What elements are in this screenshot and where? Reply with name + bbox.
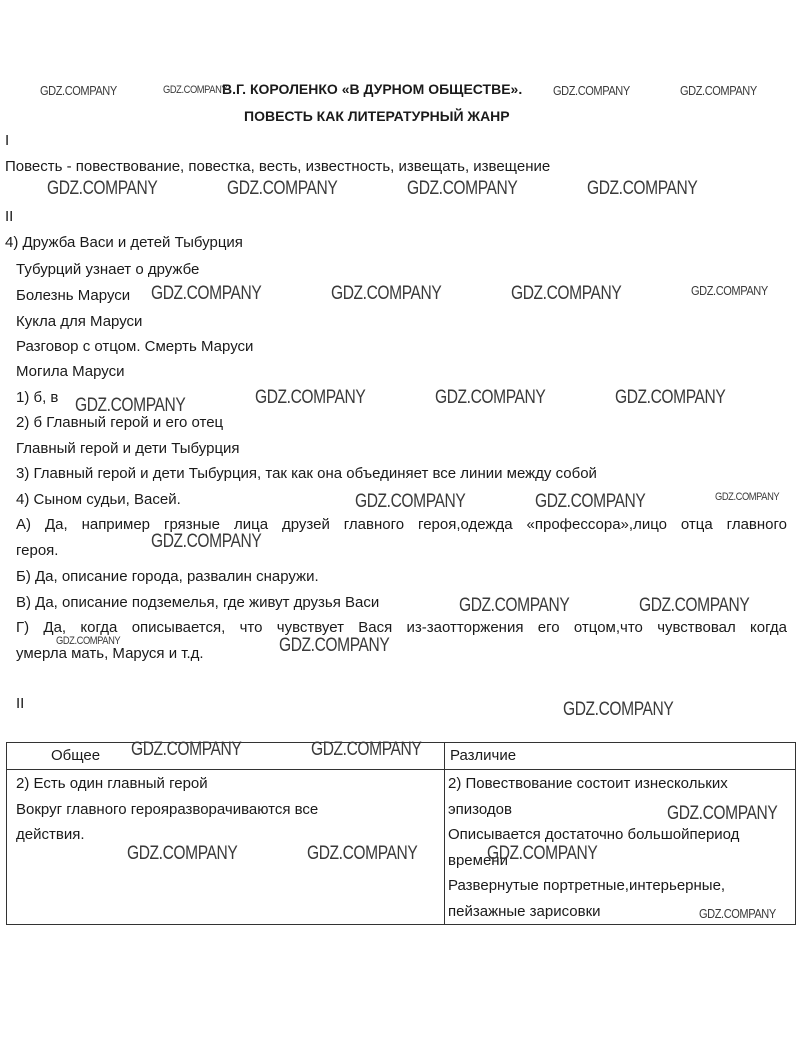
- title-line-1: В.Г. КОРОЛЕНКО «В ДУРНОМ ОБЩЕСТВЕ».: [222, 81, 523, 97]
- watermark: GDZ.COMPANY: [75, 395, 186, 416]
- watermark: GDZ.COMPANY: [331, 283, 442, 304]
- answer-line: 4) Сыном судьи, Васей.: [16, 491, 181, 508]
- section-2-numeral: II: [5, 208, 14, 225]
- watermark: GDZ.COMPANY: [691, 283, 768, 298]
- answer-line: умерла мать, Маруся и т.д.: [16, 645, 204, 662]
- table-header-difference: Различие: [445, 743, 796, 770]
- difference-line: пейзажные зарисовки: [448, 902, 601, 920]
- watermark: GDZ.COMPANY: [511, 283, 622, 304]
- answer-line: 3) Главный герой и дети Тыбурция, так как она объединяет все линии между собой: [16, 465, 597, 482]
- watermark: GDZ.COMPANY: [255, 387, 366, 408]
- watermark: GDZ.COMPANY: [151, 283, 262, 304]
- section-1-definition: Повесть - повествование, повестка, весть, известность, извещать, извещение: [5, 158, 551, 175]
- watermark: GDZ.COMPANY: [563, 699, 674, 720]
- difference-line: Развернутые портретные,интерьерные,: [448, 877, 726, 894]
- answer-line: 1) б, в: [16, 389, 59, 406]
- watermark: GDZ.COMPANY: [715, 491, 780, 503]
- section-1-numeral: I: [5, 132, 10, 149]
- watermark: GDZ.COMPANY: [487, 843, 598, 864]
- common-line: действия.: [16, 826, 85, 843]
- watermark: GDZ.COMPANY: [47, 178, 158, 199]
- answer-line: А) Да, например грязные лица друзей главного героя,одежда «профессора»,лицо отца главного: [16, 516, 787, 533]
- difference-line: Описывается достаточно большойпериод: [448, 826, 740, 843]
- common-line: Вокруг главного герояразворачиваются все: [16, 800, 319, 818]
- watermark: GDZ.COMPANY: [131, 739, 242, 760]
- watermark: GDZ.COMPANY: [699, 906, 776, 921]
- plan-item: Могила Маруси: [16, 363, 125, 380]
- watermark: GDZ.COMPANY: [311, 739, 422, 760]
- watermark: GDZ.COMPANY: [459, 595, 570, 616]
- difference-line: эпизодов: [448, 800, 512, 818]
- plan-item: Кукла для Маруси: [16, 313, 143, 330]
- answer-line: Г) Да, когда описывается, что чувствует Вася из-заотторжения его отцом,что чувствовал когда: [16, 619, 787, 636]
- watermark: GDZ.COMPANY: [407, 178, 518, 199]
- watermark: GDZ.COMPANY: [680, 83, 757, 98]
- watermark: GDZ.COMPANY: [40, 83, 117, 98]
- watermark: GDZ.COMPANY: [307, 843, 418, 864]
- watermark: GDZ.COMPANY: [639, 595, 750, 616]
- watermark: GDZ.COMPANY: [127, 843, 238, 864]
- difference-line: времени: [448, 851, 508, 869]
- plan-item: 4) Дружба Васи и детей Тыбурция: [5, 234, 243, 251]
- watermark: GDZ.COMPANY: [535, 491, 646, 512]
- watermark: GDZ.COMPANY: [227, 178, 338, 199]
- plan-item: Болезнь Маруси: [16, 287, 131, 304]
- watermark: GDZ.COMPANY: [587, 178, 698, 199]
- watermark: GDZ.COMPANY: [667, 803, 778, 824]
- answer-line: 2) б Главный герой и его отец: [16, 414, 224, 431]
- section-3-numeral: II: [16, 695, 25, 712]
- watermark: GDZ.COMPANY: [355, 491, 466, 512]
- title-line-2: ПОВЕСТЬ КАК ЛИТЕРАТУРНЫЙ ЖАНР: [244, 108, 510, 124]
- answer-line: героя.: [16, 542, 59, 559]
- comparison-table: [6, 742, 796, 925]
- watermark: GDZ.COMPANY: [151, 531, 262, 552]
- watermark: GDZ.COMPANY: [279, 635, 390, 656]
- table-header-common: Общее: [7, 743, 445, 770]
- answer-line: В) Да, описание подземелья, где живут друзья Васи: [16, 594, 380, 611]
- watermark: GDZ.COMPANY: [553, 83, 630, 98]
- watermark: GDZ.COMPANY: [615, 387, 726, 408]
- answer-line: Главный герой и дети Тыбурция: [16, 440, 240, 457]
- watermark: GDZ.COMPANY: [56, 635, 121, 647]
- watermark: GDZ.COMPANY: [435, 387, 546, 408]
- plan-item: Тубурций узнает о дружбе: [16, 261, 200, 278]
- common-line: 2) Есть один главный герой: [16, 775, 208, 792]
- watermark: GDZ.COMPANY: [163, 84, 228, 96]
- plan-item: Разговор с отцом. Смерть Маруси: [16, 338, 254, 355]
- answer-line: Б) Да, описание города, развалин снаружи.: [16, 568, 319, 585]
- difference-line: 2) Повествование состоит изнескольких: [448, 775, 728, 792]
